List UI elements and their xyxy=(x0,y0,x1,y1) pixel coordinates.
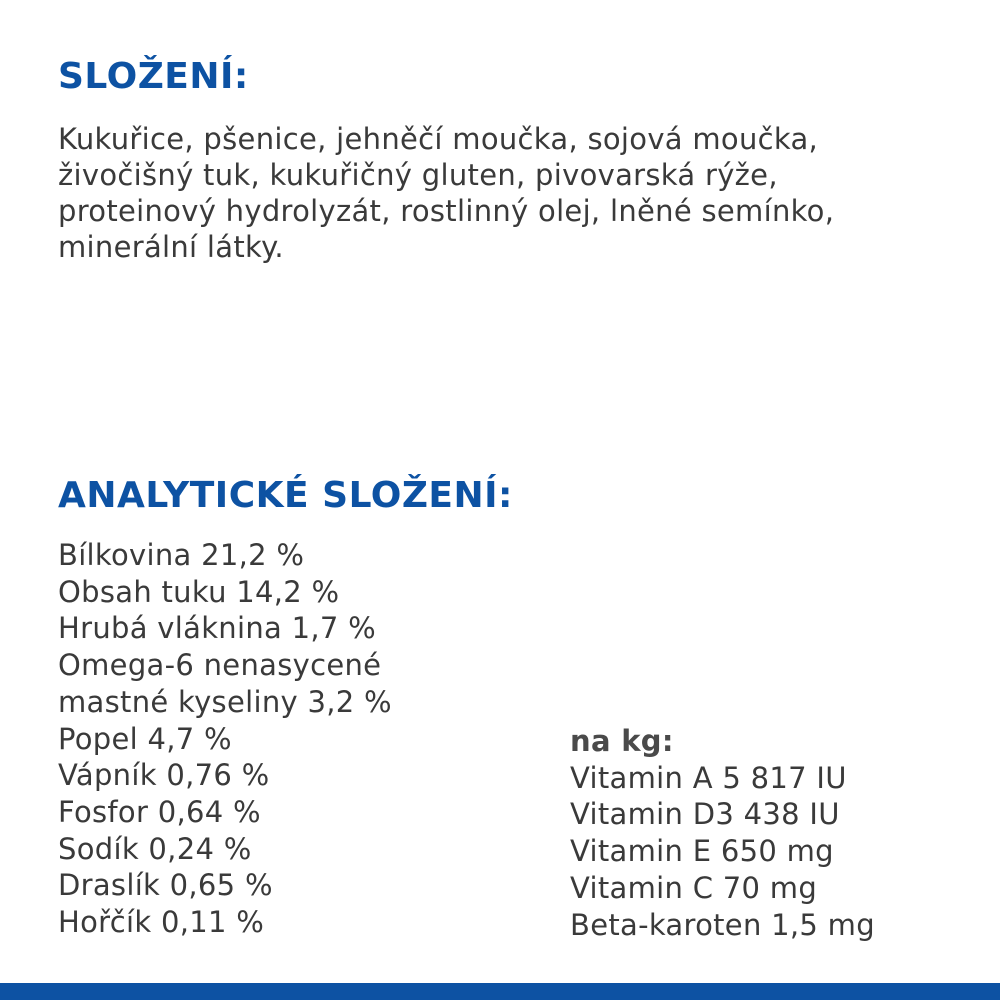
vitamin-item: Beta-karoten 1,5 mg xyxy=(570,907,875,942)
nutrient-item: Sodík 0,24 % xyxy=(58,831,252,866)
vitamin-list xyxy=(570,760,875,944)
ingredients-text: Kukuřice, pšenice, jehněčí moučka, sojová moučka, živočišný tuk, kukuřičný gluten, pivovarská rýže, proteinový hydrolyzát, rostlinný olej, lněné semínko, minerální látky. xyxy=(58,122,835,264)
nutrient-item: Hořčík 0,11 % xyxy=(58,905,265,940)
nutrient-list xyxy=(58,537,392,941)
nutrient-item: Hrubá vláknina 1,7 % xyxy=(58,611,376,646)
vitamin-item: Vitamin D3 438 IU xyxy=(570,797,840,832)
vitamin-item: Vitamin C 70 mg xyxy=(570,870,818,905)
analytical-composition-heading: ANALYTICKÉ SLOŽENÍ: xyxy=(58,475,513,516)
composition-heading: SLOŽENÍ: xyxy=(58,56,249,97)
vitamin-item: Vitamin A 5 817 IU xyxy=(570,760,847,795)
per-kg-label: na kg: xyxy=(570,724,674,758)
vitamin-block xyxy=(570,723,875,943)
nutrient-item: Vápník 0,76 % xyxy=(58,758,270,793)
nutrient-item: mastné kyseliny 3,2 % xyxy=(58,684,392,719)
nutrient-item: Bílkovina 21,2 % xyxy=(58,538,305,572)
vitamin-item: Vitamin E 650 mg xyxy=(570,834,834,869)
nutrient-item: Draslík 0,65 % xyxy=(58,868,273,903)
bottom-accent-bar xyxy=(0,983,1000,1000)
nutrient-item: Fosfor 0,64 % xyxy=(58,794,261,829)
nutrient-item: Popel 4,7 % xyxy=(58,721,232,756)
nutrient-item: Omega-6 nenasycené xyxy=(58,648,382,683)
nutrient-item: Obsah tuku 14,2 % xyxy=(58,574,340,609)
